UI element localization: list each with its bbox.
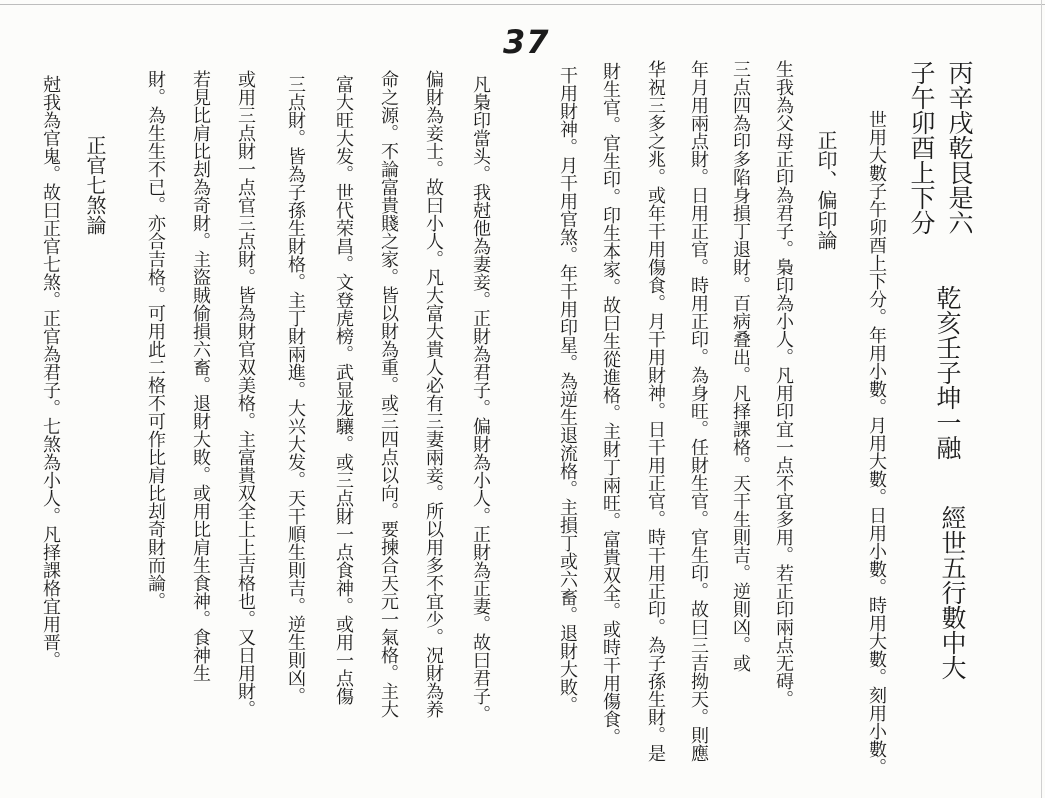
text-column: 若見比肩比刦為奇財。主盜賊偷損六畜。退財大敗。或用比肩生食神。食神生 bbox=[190, 70, 211, 682]
text-column: 財生官。官生印。印生本家。故曰生從進格。主財丁兩旺。富貴双全。或時干用傷食。 bbox=[600, 62, 621, 746]
text-column: 命之源。不論富貴賤之家。皆以財為重。或三四点以向。要揀合天元一氣格。主大 bbox=[378, 70, 399, 718]
text-column: 財。為生生不已。亦合吉格。可用此二格不可作比肩比刦奇財而論。 bbox=[145, 70, 166, 610]
text-column: 华祝三多之兆。或年干用傷食。月干用財神。日干用正官。時干用正印。為子孫生財。是 bbox=[645, 60, 666, 762]
subtitle-column: 子午卯酉上下分 bbox=[907, 60, 936, 235]
right-page-edge bbox=[1041, 0, 1042, 798]
text-column: 偏財為妾士。故曰小人。凡大富大貴人必有三妻兩妾。所以用多不宜少。况財為养 bbox=[423, 70, 444, 718]
section-heading-zhengyin-pianyin: 正印、偏印論 bbox=[814, 130, 838, 250]
page-number: 37 bbox=[503, 23, 550, 61]
intro-note-column: 世用大數子午卯酉上下分。年用小數。月用大數。日用小數。時用大數。刻用小數。 bbox=[866, 110, 887, 776]
text-column: 凡梟印當头。我尅他為妻妾。正財為君子。偏財為小人。正財為正妻。故曰君子。 bbox=[470, 75, 491, 723]
text-column: 三点財。皆為子孫生財格。主丁財兩進。大兴大发。天干順生則吉。逆生則凶。 bbox=[285, 75, 306, 705]
section-heading-zhengguan-qisha: 正官七煞論 bbox=[83, 135, 107, 235]
text-column: 尅我為官鬼。故曰正官七煞。正官為君子。七煞為小人。凡择課格宜用晋。 bbox=[40, 75, 61, 669]
text-column: 干用財神。月干用官煞。年干用印星。為逆生退流格。主損丁或六畜。退財大敗。 bbox=[557, 66, 578, 714]
text-column: 三点四為印多陷身損丁退財。百病叠出。凡择課格。天干生則吉。逆則凶。或 bbox=[730, 60, 751, 672]
text-column: 生我為父母正印為君子。梟印為小人。凡用印宜一点不宜多用。若正印兩点无碍。 bbox=[773, 60, 794, 708]
text-column: 富大旺大发。世代荣昌。文登虎榜。武显龙驤。或三点財一点食神。或用一点傷 bbox=[333, 75, 354, 705]
text-column: 或用三点財一点官三点財。皆為財官双美格。主富貴双全上上吉格也。又日用財。 bbox=[235, 70, 256, 718]
title-column-part-2: 乾亥壬子坤一融 bbox=[933, 285, 962, 460]
title-column-part-1: 丙辛戌乾艮是六 bbox=[945, 60, 974, 235]
top-border-line bbox=[0, 4, 1045, 5]
text-column: 年月用兩点財。日用正官。時用正印。為身旺。任財生官。官生印。故曰三吉拗天。則應 bbox=[688, 60, 709, 762]
title-column-part-3: 經世五行數中大 bbox=[938, 505, 967, 680]
